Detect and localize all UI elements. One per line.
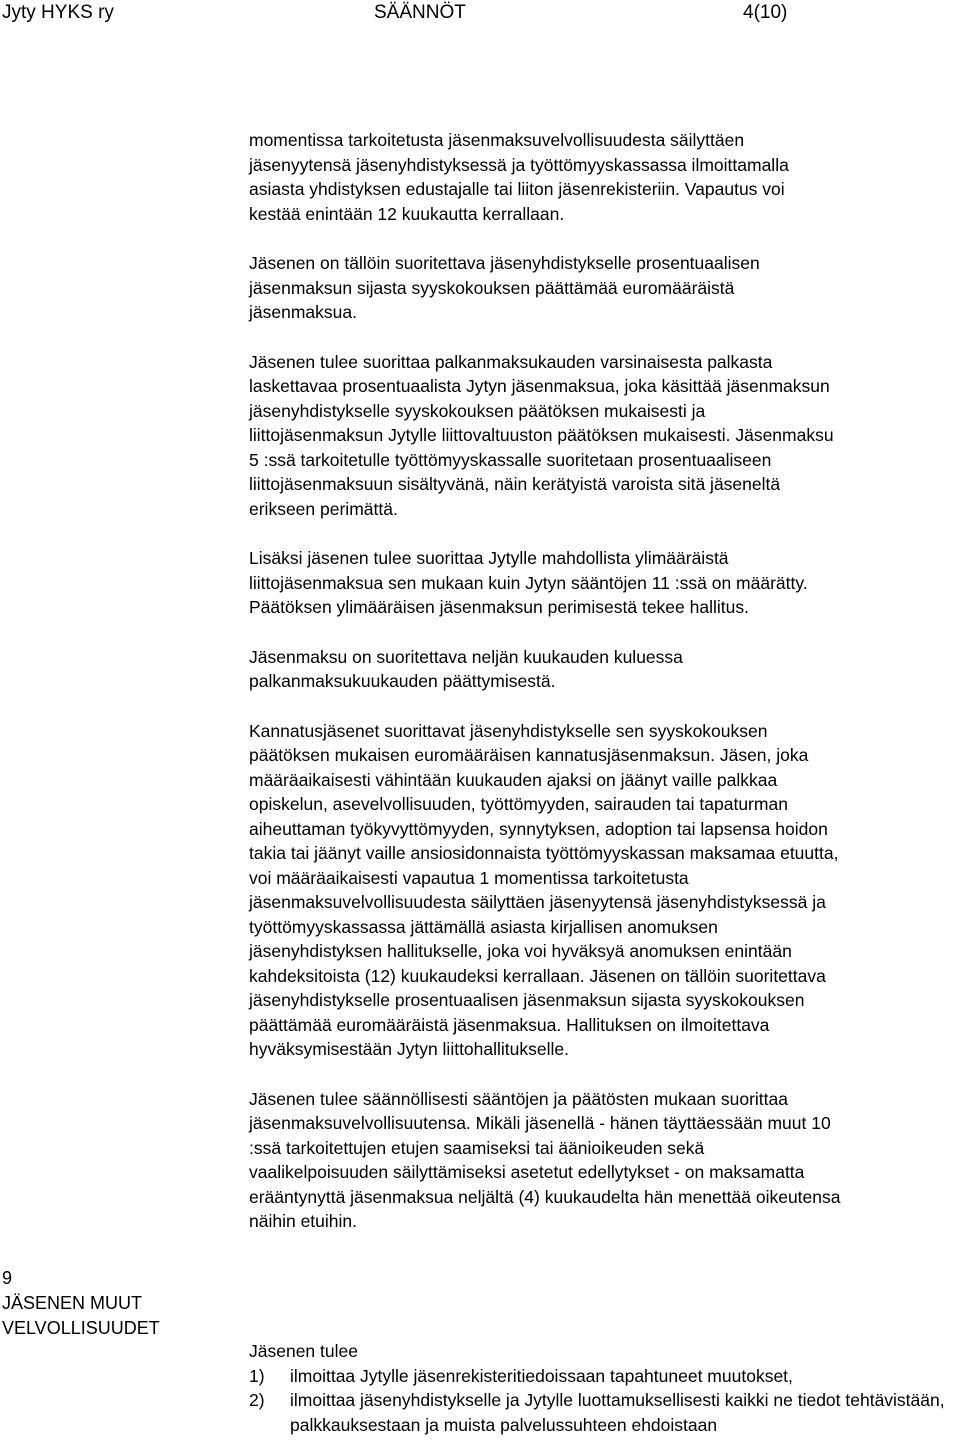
- paragraph: Kannatusjäsenet suorittavat jäsenyhdistykselle sen syyskokouksen päätöksen mukaisen euromääräisen kannatusjäsenmaksun. Jäsen, joka määräaikaisesti vähintään kuukauden ajaksi on jäänyt vaille palkkaa opiskelun, asevelvollisuuden, työttömyyden, sairauden tai tapaturman aiheuttaman työkyvyttömyyden, synnytyksen, adoption tai lapsensa hoidon takia tai jäänyt vaille ansiosidonnaista työttömyyskassan maksamaa etuutta, voi määräaikaisesti vapautua 1 momentissa tarkoitetusta jäsenmaksuvelvollisuudesta säilyttäen jäsenyytensä jäsenyhdistyksessä ja työttömyyskassassa jättämällä asiasta kirjallisen anomuksen jäsenyhdistyksen hallitukselle, joka voi hyväksyä anomuksen enintään kahdeksitoista (12) kuukaudeksi kerrallaan. Jäsenen on tällöin suoritettava jäsenyhdistykselle prosentuaalisen jäsenmaksun sijasta syyskokouksen päättämää euromääräistä jäsenmaksua. Hallituksen on ilmoitettava hyväksymisestään Jytyn liittohallitukselle.: [249, 720, 839, 1059]
- paragraph: momentissa tarkoitetusta jäsenmaksuvelvollisuudesta säilyttäen jäsenyytensä jäsenyhdistyksessä ja työttömyyskassassa ilmoittamalla asiasta yhdistyksen edustajalle tai liiton jäsenrekisteriin. Vapautus voi kestää enintään 12 kuukautta kerrallaan.: [249, 130, 789, 224]
- page-header: [0, 0, 960, 28]
- section-intro: Jäsenen tulee: [249, 1341, 358, 1361]
- paragraph: Jäsenmaksu on suoritettava neljän kuukauden kuluessa palkanmaksukuukauden päättymisestä.: [249, 646, 683, 691]
- header-organization: Jyty HYKS ry: [2, 2, 114, 23]
- paragraph: Jäsenen tulee säännöllisesti sääntöjen ja päätösten mukaan suorittaa jäsenmaksuvelvollisuutensa. Mikäli jäsenellä - hänen täyttäessään muut 10 :ssä tarkoitettujen etujen saamiseksi tai äänioikeuden sekä vaalikelpoisuuden säilyttämiseksi asetetut edellytykset - on maksamatta erääntynyttä jäsenmaksua neljältä (4) kuukaudelta hän menettää oikeutensa näihin etuihin.: [249, 1088, 841, 1231]
- list-item: [249, 1388, 954, 1437]
- list-item-text: ilmoittaa Jytylle jäsenrekisteritiedoissaan tapahtuneet muutokset,: [290, 1365, 793, 1386]
- header-document-title: SÄÄNNÖT: [374, 2, 466, 23]
- list-item: [249, 1364, 954, 1389]
- header-page-number: 4(10): [743, 2, 788, 23]
- section-9-content: [249, 1339, 954, 1437]
- list-item-number: 2): [249, 1390, 265, 1410]
- document-body: [249, 128, 954, 1259]
- section-heading: 9 JÄSENEN MUUT VELVOLLISUUDET: [2, 1268, 160, 1338]
- list-item-text: ilmoittaa jäsenyhdistykselle ja Jytylle luottamuksellisesti kaikki ne tiedot tehtävistään, palkkauksestaan ja muista palvelussuhteen ehdoistaan: [290, 1390, 945, 1435]
- paragraph: Jäsenen tulee suorittaa palkanmaksukauden varsinaisesta palkasta laskettavaa prosentuaalista Jytyn jäsenmaksua, joka käsittää jäsenmaksun jäsenyhdistykselle syyskokouksen päätöksen mukaisesti ja liittojäsenmaksun Jytylle liittovaltuuston päätöksen mukaisesti. Jäsenmaksu 5 :ssä tarkoitetulle työttömyyskassalle suoritetaan prosentuaaliseen liittojäsenmaksuun sisältyvänä, näin kerätyistä varoista sitä jäseneltä erikseen perimättä.: [249, 351, 834, 519]
- list-item-number: 1): [249, 1365, 265, 1386]
- obligations-list: [249, 1364, 954, 1438]
- paragraph: Jäsenen on tällöin suoritettava jäsenyhdistykselle prosentuaalisen jäsenmaksun sijasta syyskokouksen päättämää euromääräistä jäsenmaksua.: [249, 253, 760, 322]
- paragraph: Lisäksi jäsenen tulee suorittaa Jytylle mahdollista ylimääräistä liittojäsenmaksua sen mukaan kuin Jytyn sääntöjen 11 :ssä on määrätty. Päätöksen ylimääräisen jäsenmaksun perimisestä tekee hallitus.: [249, 548, 808, 617]
